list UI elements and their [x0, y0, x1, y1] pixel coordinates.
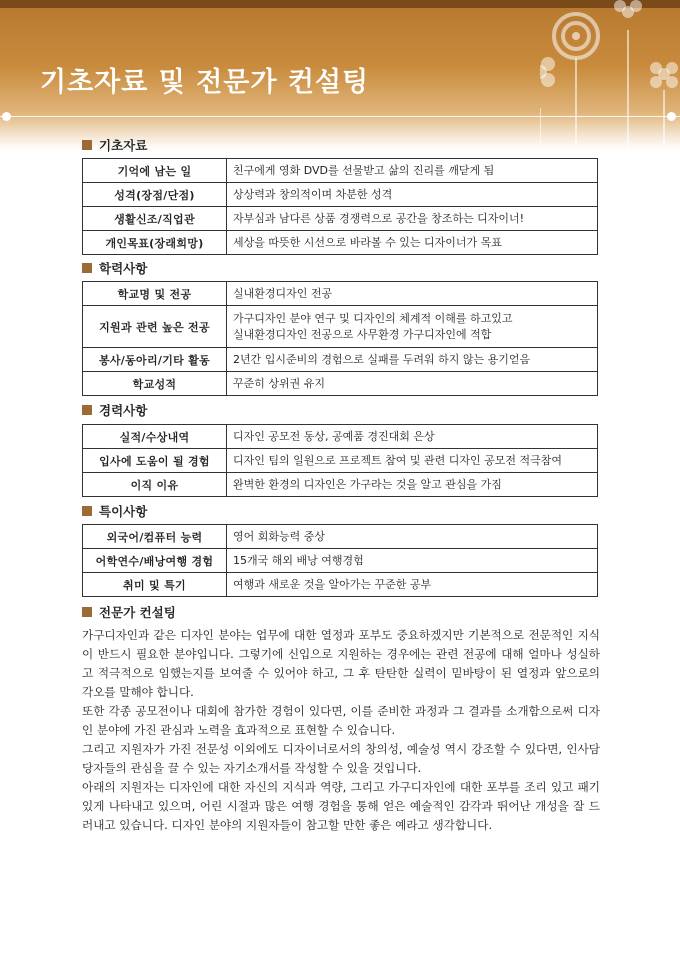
bullet-square-icon — [82, 140, 92, 150]
row-label: 취미 및 특기 — [83, 573, 227, 597]
table-row — [83, 473, 598, 497]
row-value: 2년간 입시준비의 경험으로 실패를 두려워 하지 않는 용기얻음 — [227, 348, 598, 372]
row-value: 자부심과 남다른 상품 경쟁력으로 공간을 창조하는 디자이너! — [227, 207, 598, 231]
table-row — [83, 549, 598, 573]
header-rule-dot-left — [2, 112, 11, 121]
row-label: 개인목표(장래희망) — [83, 231, 227, 255]
table-row — [83, 207, 598, 231]
career-table — [82, 424, 598, 497]
table-row — [83, 159, 598, 183]
consulting-paragraph: 또한 각종 공모전이나 대회에 참가한 경험이 있다면, 이를 준비한 과정과 그 결과를 소개함으로써 디자인 분야에 가진 관심과 노력을 효과적으로 표현할 수 있습니다. — [82, 704, 600, 737]
row-label: 생활신조/직업관 — [83, 207, 227, 231]
row-label: 봉사/동아리/기타 활동 — [83, 348, 227, 372]
row-label: 외국어/컴퓨터 능력 — [83, 525, 227, 549]
row-value: 꾸준히 상위권 유지 — [227, 372, 598, 396]
row-value: 디자인 팀의 일원으로 프로젝트 참여 및 관련 디자인 공모전 적극참여 — [227, 449, 598, 473]
section-heading-special — [82, 502, 147, 520]
consulting-paragraph: 가구디자인과 같은 디자인 분야는 업무에 대한 열정과 포부도 중요하겠지만 기본적으로 전문적인 지식이 반드시 필요한 분야입니다. 그렇기에 신입으로 지원하는 경우에는 관련 전공에 대해 얼마나 성실하고 적극적으로 임했는지를 보여줄 수 있어야 하고, 그 후 탄탄한 실력이 밑바탕이 된 열정과 앞으로의 각오를 말해야 합니다. — [82, 628, 600, 699]
section-heading-label: 특이사항 — [99, 504, 148, 519]
row-value-line: 가구디자인 분야 연구 및 디자인의 체계적 이해를 하고있고 — [233, 311, 513, 325]
special-table — [82, 524, 598, 597]
row-label: 학교명 및 전공 — [83, 282, 227, 306]
table-row — [83, 425, 598, 449]
education-table — [82, 281, 598, 396]
table-row — [83, 372, 598, 396]
section-heading-label: 학력사항 — [99, 261, 148, 276]
row-label: 어학연수/배낭여행 경험 — [83, 549, 227, 573]
row-label: 입사에 도움이 될 경험 — [83, 449, 227, 473]
row-label: 기억에 남는 일 — [83, 159, 227, 183]
bullet-square-icon — [82, 263, 92, 273]
bullet-square-icon — [82, 405, 92, 415]
section-heading-education — [82, 259, 147, 277]
row-value: 영어 회화능력 중상 — [227, 525, 598, 549]
page-header — [0, 0, 680, 150]
consulting-paragraph: 그리고 지원자가 가진 전문성 이외에도 디자이너로서의 창의성, 예술성 역시 강조할 수 있다면, 인사담당자들의 관심을 끌 수 있는 자기소개서를 작성할 수 있을 것입니다. — [82, 742, 600, 775]
row-value — [227, 306, 598, 348]
table-row — [83, 231, 598, 255]
table-row — [83, 449, 598, 473]
row-value: 친구에게 영화 DVD를 선물받고 삶의 진리를 깨닫게 됨 — [227, 159, 598, 183]
consulting-paragraph: 아래의 지원자는 디자인에 대한 자신의 지식과 역량, 그리고 가구디자인에 대한 포부를 조리 있고 패기 있게 나타내고 있으며, 어린 시절과 많은 여행 경험을 통해 얻은 예술적인 감각과 뛰어난 개성을 잘 드러내고 있습니다. 디자인 분야의 지원자들이 참고할 만한 좋은 예라고 생각합니다. — [82, 780, 600, 832]
table-row — [83, 282, 598, 306]
section-heading-label: 전문가 컨설팅 — [99, 605, 176, 620]
row-value: 15개국 해외 배낭 여행경험 — [227, 549, 598, 573]
section-heading-consulting — [82, 603, 176, 621]
row-value: 여행과 새로운 것을 알아가는 꾸준한 공부 — [227, 573, 598, 597]
table-row — [83, 525, 598, 549]
page-title: 기초자료 및 전문가 컨설팅 — [40, 67, 370, 98]
row-label: 학교성적 — [83, 372, 227, 396]
table-row — [83, 573, 598, 597]
row-value: 디자인 공모전 동상, 공예품 경진대회 은상 — [227, 425, 598, 449]
row-label: 성격(장점/단점) — [83, 183, 227, 207]
row-value: 완벽한 환경의 디자인은 가구라는 것을 알고 관심을 가짐 — [227, 473, 598, 497]
flower-decoration-icon — [540, 0, 680, 150]
table-row — [83, 348, 598, 372]
section-heading-label: 기초자료 — [99, 138, 148, 153]
row-label: 실적/수상내역 — [83, 425, 227, 449]
row-label: 지원과 관련 높은 전공 — [83, 306, 227, 348]
section-heading-career — [82, 401, 147, 419]
table-row — [83, 306, 598, 348]
row-label: 이직 이유 — [83, 473, 227, 497]
consulting-text — [82, 626, 600, 835]
basic-info-table — [82, 158, 598, 255]
row-value: 상상력과 창의적이며 차분한 성격 — [227, 183, 598, 207]
section-heading-basic — [82, 136, 147, 154]
row-value: 세상을 따뜻한 시선으로 바라볼 수 있는 디자이너가 목표 — [227, 231, 598, 255]
bullet-square-icon — [82, 506, 92, 516]
bullet-square-icon — [82, 607, 92, 617]
table-row — [83, 183, 598, 207]
row-value: 실내환경디자인 전공 — [227, 282, 598, 306]
section-heading-label: 경력사항 — [99, 403, 148, 418]
row-value-line: 실내환경디자인 전공으로 사무환경 가구디자인에 적합 — [233, 327, 492, 341]
